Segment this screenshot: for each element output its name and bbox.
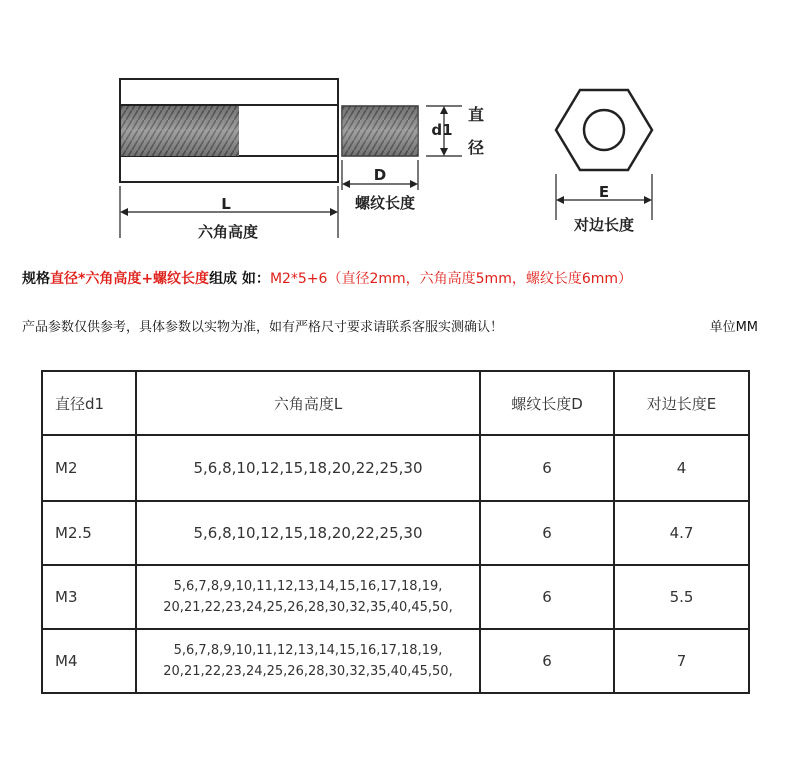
label-hex-height: 六角高度 <box>197 223 259 241</box>
unit-label: 单位MM <box>709 320 758 335</box>
cell-diameter: M2.5 <box>42 501 136 565</box>
spec-example: M2*5+6（直径2mm，六角高度5mm，螺纹长度6mm） <box>269 271 633 287</box>
cell-across-flats: 4.7 <box>614 501 749 565</box>
cell-diameter: M2 <box>42 435 136 501</box>
cell-hex-height-line2: 20,21,22,23,24,25,26,28,30,32,35,40,45,50, <box>163 600 453 615</box>
header-diameter: 直径d1 <box>42 371 136 435</box>
table-row <box>42 629 749 693</box>
cell-thread-length: 6 <box>480 629 614 693</box>
cell-diameter: M4 <box>42 629 136 693</box>
header-hex-height: 六角高度L <box>136 371 480 435</box>
table-row <box>42 501 749 565</box>
cell-thread-length: 6 <box>480 565 614 629</box>
cell-across-flats: 7 <box>614 629 749 693</box>
header-across-flats: 对边长度E <box>614 371 749 435</box>
label-L: L <box>221 195 231 213</box>
cell-thread-length: 6 <box>480 501 614 565</box>
external-thread <box>342 106 418 156</box>
table-row <box>42 435 749 501</box>
disclaimer-line <box>22 316 782 335</box>
spec-prefix: 规格 <box>22 271 50 287</box>
label-E: E <box>598 183 610 201</box>
cell-hex-height: 5,6,8,10,12,15,18,20,22,25,30 <box>136 501 480 565</box>
cell-across-flats: 4 <box>614 435 749 501</box>
label-d1: d1 <box>431 121 453 139</box>
cell-hex-height: 5,6,8,10,12,15,18,20,22,25,30 <box>136 435 480 501</box>
header-thread-length: 螺纹长度D <box>480 371 614 435</box>
standoff-diagram <box>0 0 790 250</box>
label-D: D <box>373 166 387 184</box>
spec-middle: 组成 如： <box>209 271 270 287</box>
cell-hex-height-line1: 5,6,7,8,9,10,11,12,13,14,15,16,17,18,19, <box>173 579 443 594</box>
table-row <box>42 565 749 629</box>
label-across-flats: 对边长度 <box>573 216 635 234</box>
hex-end-view <box>556 90 652 170</box>
cell-hex-height-line2: 20,21,22,23,24,25,26,28,30,32,35,40,45,50, <box>163 664 453 679</box>
cell-hex-height <box>136 565 480 629</box>
spec-table <box>41 370 750 694</box>
table-header-row <box>42 371 749 435</box>
cell-thread-length: 6 <box>480 435 614 501</box>
disclaimer-text: 产品参数仅供参考，具体参数以实物为准，如有严格尺寸要求请联系客服实测确认！ <box>22 320 504 335</box>
cell-hex-height <box>136 629 480 693</box>
label-jing: 径 <box>468 138 485 157</box>
label-zhi: 直 <box>468 105 485 124</box>
label-thread-length: 螺纹长度 <box>354 194 416 212</box>
spec-format: 直径*六角高度+螺纹长度 <box>50 271 210 287</box>
spec-format-line <box>22 268 782 288</box>
cell-diameter: M3 <box>42 565 136 629</box>
hex-body <box>120 79 338 182</box>
cell-hex-height-line1: 5,6,7,8,9,10,11,12,13,14,15,16,17,18,19, <box>173 643 443 658</box>
cell-across-flats: 5.5 <box>614 565 749 629</box>
